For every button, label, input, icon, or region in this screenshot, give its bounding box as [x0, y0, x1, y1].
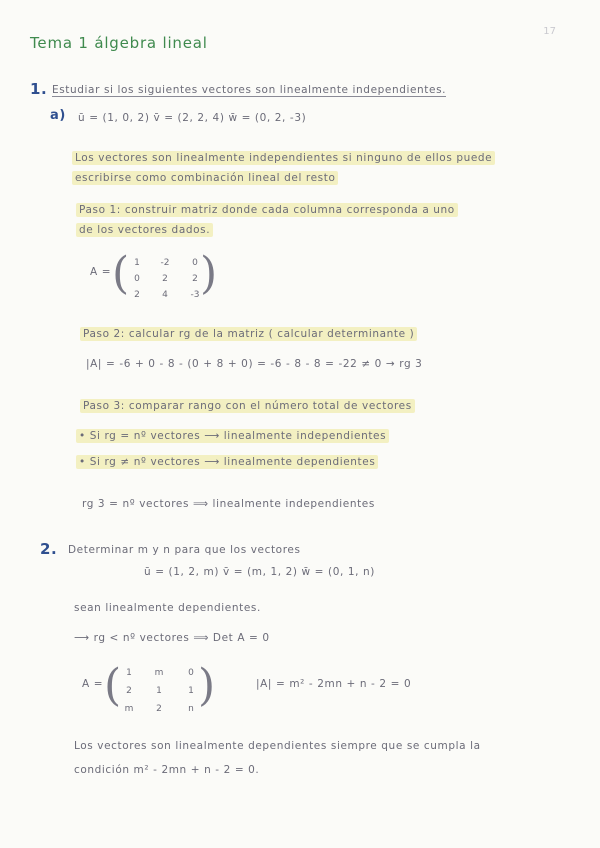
matrix-1-right-paren: )	[200, 248, 218, 299]
matrix-2-cell: 1	[156, 686, 162, 696]
matrix-1-cell: 2	[134, 290, 140, 300]
matrix-1-cell: -2	[160, 258, 170, 268]
determinant-2: |A| = m² - 2mn + n - 2 = 0	[256, 678, 412, 690]
matrix-1-cell: -3	[190, 290, 200, 300]
matrix-1-cell: 4	[162, 290, 168, 300]
problem-2-statement: Determinar m y n para que los vectores	[68, 544, 301, 556]
vectors-2: ū = (1, 2, m) v̄ = (m, 1, 2) w̄ = (0, 1, n)	[144, 566, 375, 578]
matrix-2-cell: m	[124, 704, 134, 714]
problem-1-number: 1.	[30, 80, 48, 98]
final-line-2: condición m² - 2mn + n - 2 = 0.	[74, 764, 260, 776]
step-3: Paso 3: comparar rango con el número total de vectores	[80, 400, 415, 412]
matrix-2-cell: 1	[188, 686, 194, 696]
matrix-1-cell: 1	[134, 258, 140, 268]
final-line-1: Los vectores son linealmente dependientes siempre que se cumpla la	[74, 740, 481, 752]
dependence-line: sean linealmente dependientes.	[74, 602, 261, 614]
rule-dependent: • Si rg ≠ nº vectores ⟶ linealmente dependientes	[76, 456, 378, 468]
matrix-2-cell: 1	[126, 668, 132, 678]
matrix-2-cell: 2	[126, 686, 132, 696]
matrix-2-cell: 2	[156, 704, 162, 714]
conclusion-1: rg 3 = nº vectores ⟹ linealmente independientes	[82, 498, 375, 510]
matrix-2-cell: 0	[188, 668, 194, 678]
matrix-2-left-paren: (	[104, 660, 122, 711]
matrix-1-cell: 0	[192, 258, 198, 268]
rule-independent: • Si rg = nº vectores ⟶ linealmente independientes	[76, 430, 389, 442]
matrix-1-left-paren: (	[112, 248, 130, 299]
step-2: Paso 2: calcular rg de la matriz ( calcular determinante )	[80, 328, 417, 340]
matrix-2-right-paren: )	[198, 660, 216, 711]
step-1-line-1: Paso 1: construir matriz donde cada columna corresponda a uno	[76, 204, 458, 216]
vectors-1: ū = (1, 0, 2) v̄ = (2, 2, 4) w̄ = (0, 2, -3)	[78, 112, 307, 124]
problem-2-number: 2.	[40, 540, 58, 558]
rank-condition: ⟶ rg < nº vectores ⟹ Det A = 0	[74, 632, 270, 644]
matrix-1-cell: 2	[192, 274, 198, 284]
matrix-2-label: A =	[82, 678, 104, 690]
step-1-line-2: de los vectores dados.	[76, 224, 213, 236]
part-a-label: a)	[50, 108, 66, 123]
matrix-1-cell: 0	[134, 274, 140, 284]
matrix-2-cell: n	[188, 704, 194, 714]
definition-line-2: escribirse como combinación lineal del resto	[72, 172, 338, 184]
definition-line-1: Los vectores son linealmente independientes si ninguno de ellos puede	[72, 152, 495, 164]
matrix-1-cell: 2	[162, 274, 168, 284]
page-title: Tema 1 álgebra lineal	[30, 34, 208, 52]
problem-1-statement: Estudiar si los siguientes vectores son linealmente independientes.	[52, 84, 447, 96]
matrix-2-cell: m	[154, 668, 164, 678]
page-corner-mark: 17	[543, 26, 556, 37]
matrix-1-label: A =	[90, 266, 112, 278]
determinant-1: |A| = -6 + 0 - 8 - (0 + 8 + 0) = -6 - 8 - 8 = -22 ≠ 0 → rg 3	[86, 358, 423, 370]
